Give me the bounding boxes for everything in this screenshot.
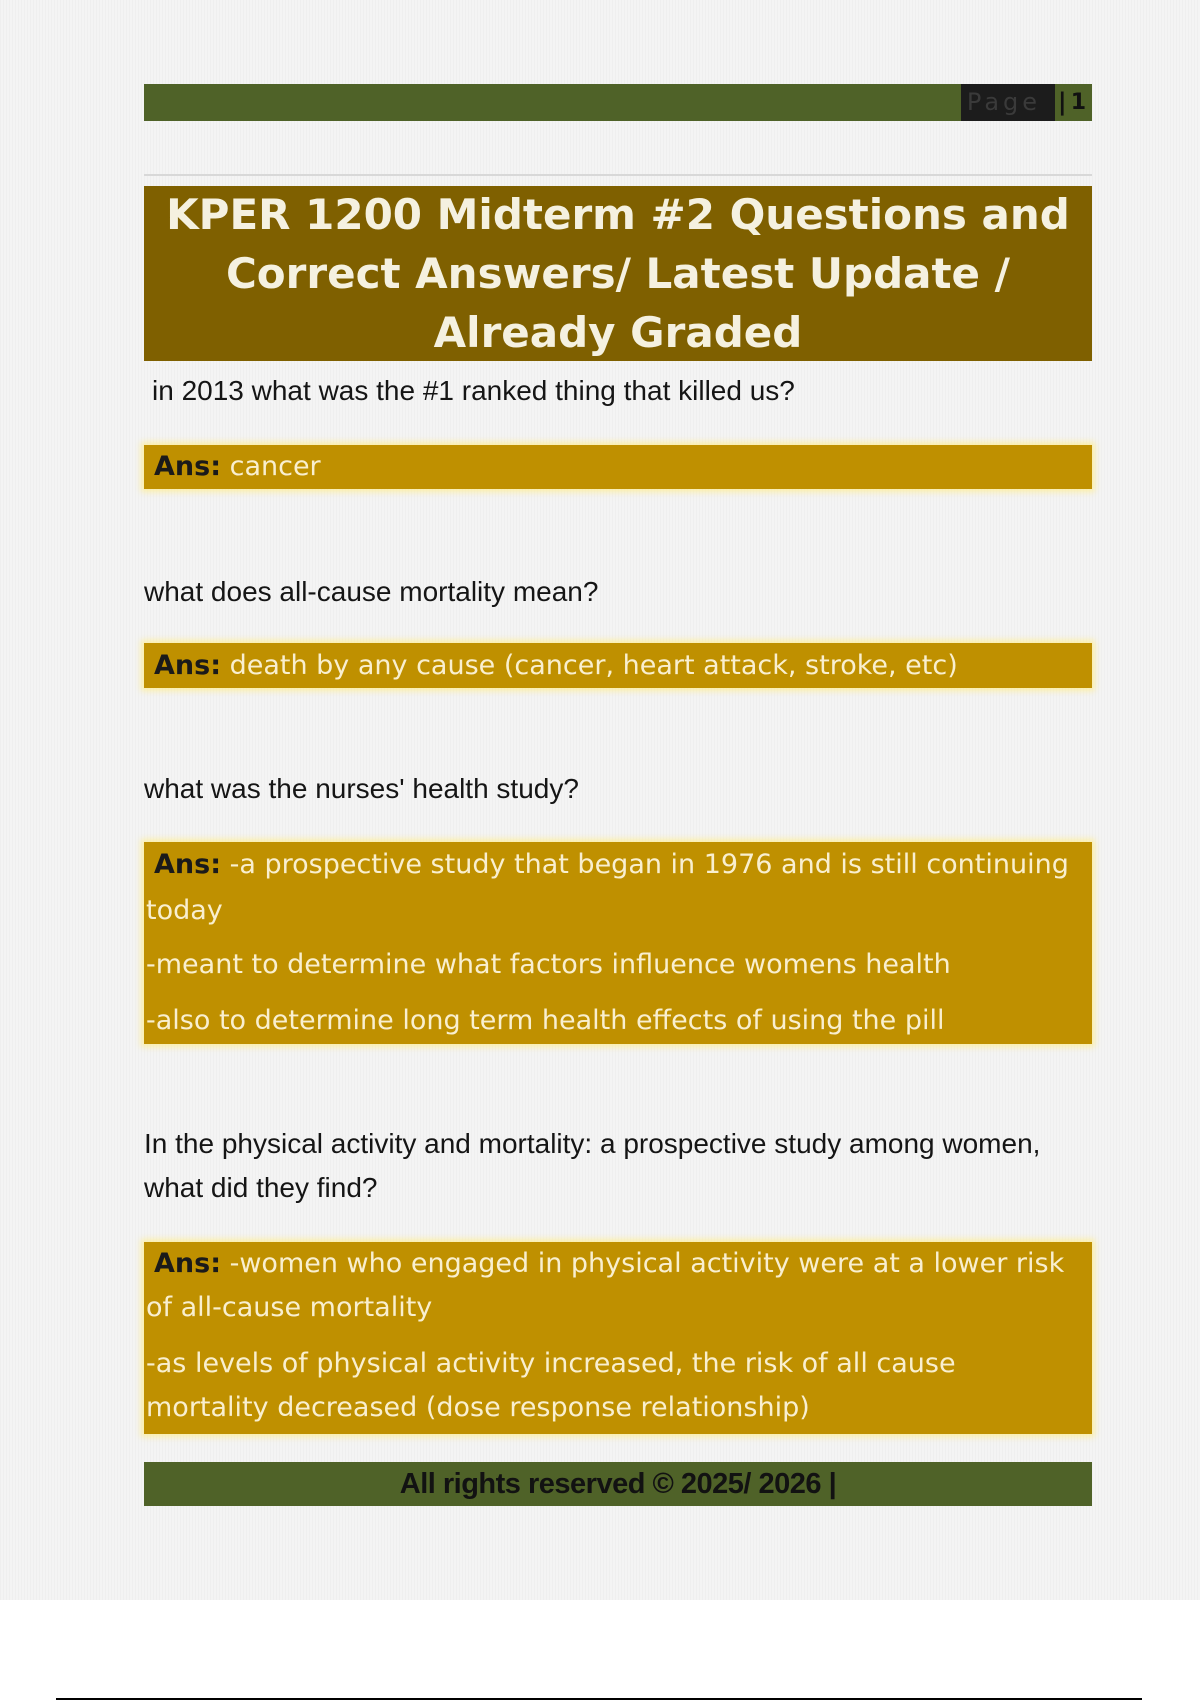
- answer-text: cancer: [229, 451, 321, 482]
- copyright-notice: All rights reserved © 2025/ 2026 |: [399, 1467, 837, 1500]
- answer-label: Ans:: [154, 650, 221, 681]
- question-4: In the physical activity and mortality: a prospective study among women, what did they find?: [144, 1128, 1041, 1203]
- answer-3-line-3: -also to determine long term health effects of using the pill: [146, 1005, 945, 1036]
- answer-2-line-1: [146, 643, 1084, 688]
- page-footer-bar: [144, 1462, 1092, 1506]
- answer-text: -women who engaged in physical activity were at a lower risk of all-cause mortality: [146, 1248, 1065, 1323]
- answer-box-1: [144, 445, 1092, 489]
- answer-1-line-1: [146, 445, 1084, 489]
- answer-text: death by any cause (cancer, heart attack, stroke, etc): [229, 650, 958, 681]
- answer-box-3: [144, 842, 1092, 1044]
- answer-text: -a prospective study that began in 1976 and is still continuing today: [146, 849, 1069, 926]
- answer-label: Ans:: [154, 1248, 221, 1279]
- answer-label: Ans:: [154, 451, 221, 482]
- answer-4-line-2: -as levels of physical activity increased, the risk of all cause mortality decreased (dose response relationship): [146, 1348, 956, 1423]
- page-label: Page: [961, 84, 1055, 121]
- question-2: what does all-cause mortality mean?: [144, 576, 599, 607]
- question-3: what was the nurses' health study?: [144, 773, 579, 804]
- answer-box-2: [144, 643, 1092, 688]
- title-banner: [144, 186, 1092, 361]
- question-1: in 2013 what was the #1 ranked thing that killed us?: [152, 375, 795, 406]
- answer-label: Ans:: [154, 849, 221, 880]
- page-separator: |: [1057, 88, 1067, 116]
- page-number-indicator: [961, 84, 1092, 121]
- answer-4-line-1: [146, 1242, 1084, 1330]
- header-divider: [144, 174, 1092, 176]
- page-number: 1: [1070, 90, 1086, 115]
- page-header-bar: [144, 84, 1092, 121]
- answer-3-line-1: [146, 842, 1084, 934]
- answer-3-line-2: -meant to determine what factors influence womens health: [146, 949, 951, 980]
- document-title: KPER 1200 Midterm #2 Questions and Correct Answers/ Latest Update / Already Graded: [166, 190, 1070, 357]
- answer-box-4: [144, 1242, 1092, 1434]
